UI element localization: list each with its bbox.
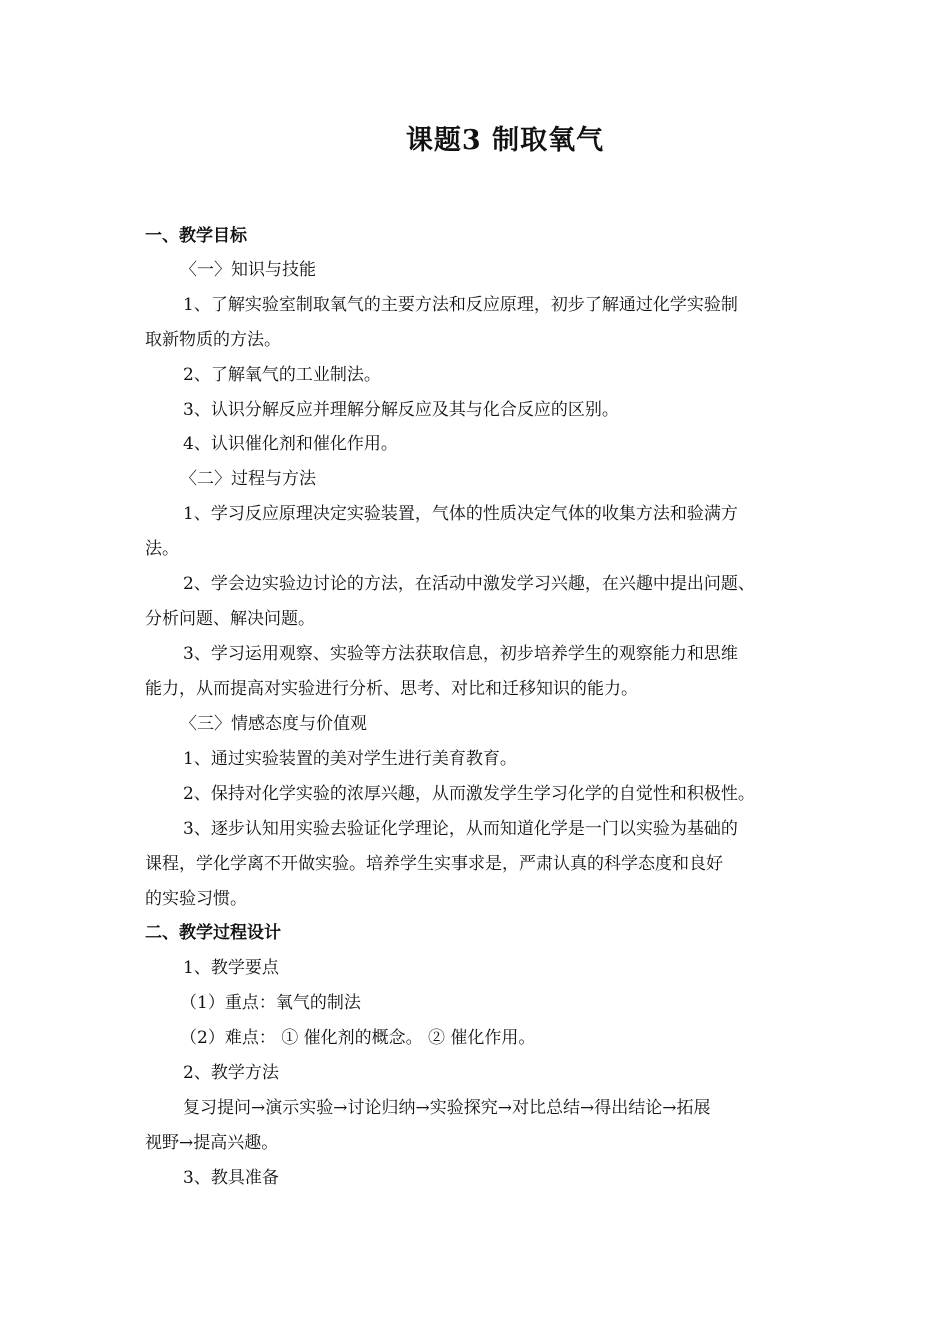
paragraph-line: 取新物质的方法。 xyxy=(145,330,281,350)
paragraph-line: （1）重点：氧气的制法 xyxy=(180,993,361,1013)
paragraph-line: 法。 xyxy=(145,539,179,559)
paragraph-line: 能力，从而提高对实验进行分析、思考、对比和迁移知识的能力。 xyxy=(145,679,638,699)
paragraph-line: 课程，学化学离不开做实验。培养学生实事求是，严肃认真的科学态度和良好 xyxy=(145,854,723,874)
paragraph-line: 1、教学要点 xyxy=(183,958,279,978)
paragraph-line: 分析问题、解决问题。 xyxy=(145,609,315,629)
paragraph-line: 1、通过实验装置的美对学生进行美育教育。 xyxy=(183,749,517,769)
paragraph-line: 3、学习运用观察、实验等方法获取信息，初步培养学生的观察能力和思维 xyxy=(183,644,738,664)
paragraph-line: 2、保持对化学实验的浓厚兴趣，从而激发学生学习化学的自觉性和积极性。 xyxy=(183,784,755,804)
section-heading-teaching-goals: 一、教学目标 xyxy=(145,226,247,246)
subsection-heading-process: 〈二〉过程与方法 xyxy=(180,469,316,489)
section-heading-process-design: 二、教学过程设计 xyxy=(145,923,281,943)
page-title: 课题3 制取氧气 xyxy=(405,125,605,156)
paragraph-line: 2、教学方法 xyxy=(183,1063,279,1083)
paragraph-line: 3、认识分解反应并理解分解反应及其与化合反应的区别。 xyxy=(183,400,619,420)
subsection-heading-attitude: 〈三〉情感态度与价值观 xyxy=(180,714,367,734)
paragraph-line: 3、逐步认知用实验去验证化学理论，从而知道化学是一门以实验为基础的 xyxy=(183,819,738,839)
paragraph-line: （2）难点： ① 催化剂的概念。 ② 催化作用。 xyxy=(180,1028,536,1048)
subsection-heading-knowledge: 〈一〉知识与技能 xyxy=(180,260,316,280)
paragraph-line: 2、学会边实验边讨论的方法，在活动中激发学习兴趣，在兴趣中提出问题、 xyxy=(183,574,755,594)
paragraph-line: 的实验习惯。 xyxy=(145,889,247,909)
paragraph-line: 4、认识催化剂和催化作用。 xyxy=(183,434,398,454)
paragraph-line: 1、了解实验室制取氧气的主要方法和反应原理，初步了解通过化学实验制 xyxy=(183,295,738,315)
paragraph-line: 视野→提高兴趣。 xyxy=(145,1133,279,1153)
paragraph-line: 复习提问→演示实验→讨论归纳→实验探究→对比总结→得出结论→拓展 xyxy=(183,1098,711,1118)
paragraph-line: 3、教具准备 xyxy=(183,1168,279,1188)
paragraph-line: 2、了解氧气的工业制法。 xyxy=(183,365,381,385)
paragraph-line: 1、学习反应原理决定实验装置，气体的性质决定气体的收集方法和验满方 xyxy=(183,504,738,524)
